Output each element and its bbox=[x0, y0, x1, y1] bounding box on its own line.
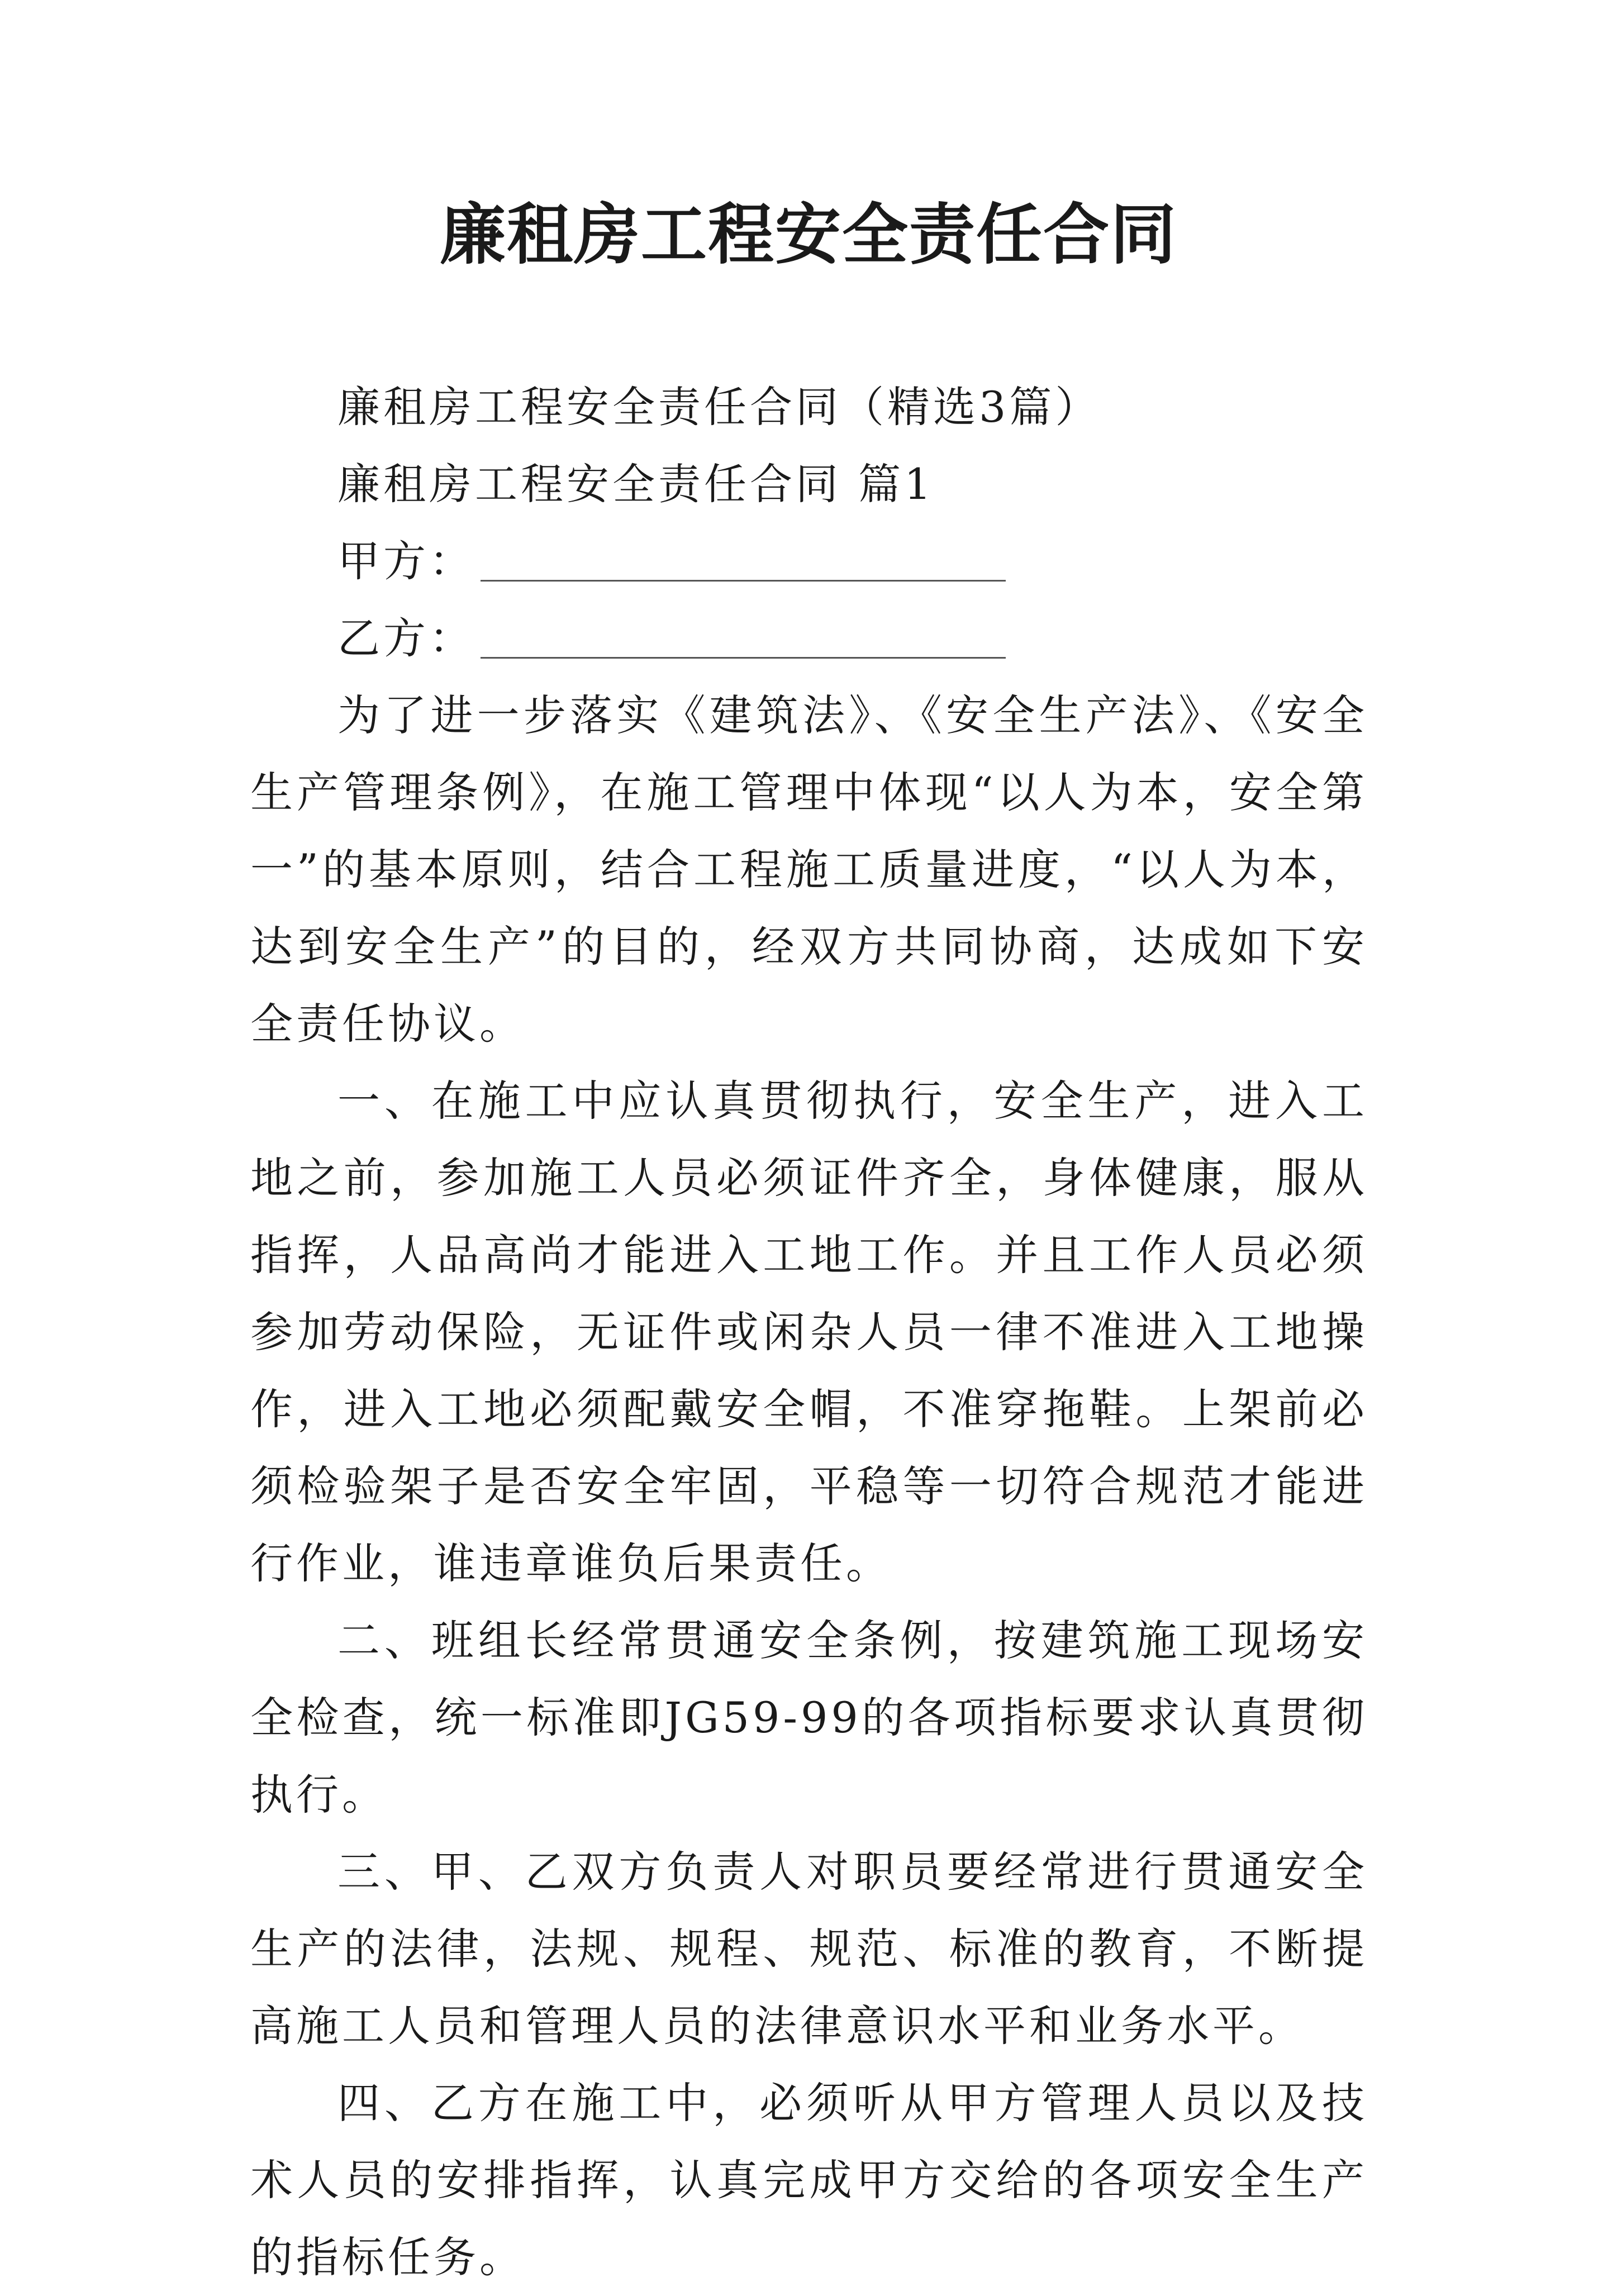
document-title: 廉租房工程安全责任合同 bbox=[439, 196, 1177, 273]
document-body bbox=[250, 369, 1368, 2296]
paragraph-intro: 为了进一步落实《建筑法》、《安全生产法》、《安全生产管理条例》，在施工管理中体现“以人为本，安全第一”的基本原则，结合工程施工质量进度，“以人为本，达到安全生产”的目的，经双方共同协商，达成如下安全责任协议。 bbox=[250, 690, 1368, 1049]
party-a-label: 甲方： bbox=[337, 536, 475, 586]
document-subtitle: 廉租房工程安全责任合同（精选3篇） bbox=[337, 382, 1101, 432]
paragraph-clause-2: 二、班组长经常贯通安全条例，按建筑施工现场安全检查，统一标准即JG59-99的各项指标要求认真贯彻执行。 bbox=[250, 1616, 1368, 1819]
party-b-blank-line bbox=[481, 612, 1006, 659]
party-b-label: 乙方： bbox=[337, 613, 475, 663]
paragraph-clause-1: 一、在施工中应认真贯彻执行，安全生产，进入工地之前，参加施工人员必须证件齐全，身体健康，服从指挥，人品高尚才能进入工地工作。并且工作人员必须参加劳动保险，无证件或闲杂人员一律不准进入工地操作，进入工地必须配戴安全帽，不准穿拖鞋。上架前必须检验架子是否安全牢固，平稳等一切符合规范才能进行作业，谁违章谁负后果责任。 bbox=[250, 1076, 1368, 1588]
party-a-blank-line bbox=[481, 535, 1006, 582]
party-b-row bbox=[250, 600, 1368, 677]
paragraph-clause-3: 三、甲、乙双方负责人对职员要经常进行贯通安全生产的法律，法规、规程、规范、标准的教育，不断提高施工人员和管理人员的法律意识水平和业务水平。 bbox=[250, 1847, 1368, 2051]
party-a-row bbox=[250, 523, 1368, 600]
section-heading: 廉租房工程安全责任合同 篇1 bbox=[337, 459, 935, 509]
paragraph-clause-4: 四、乙方在施工中，必须听从甲方管理人员以及技术人员的安排指挥，认真完成甲方交给的各项安全生产的指标任务。 bbox=[250, 2078, 1368, 2282]
